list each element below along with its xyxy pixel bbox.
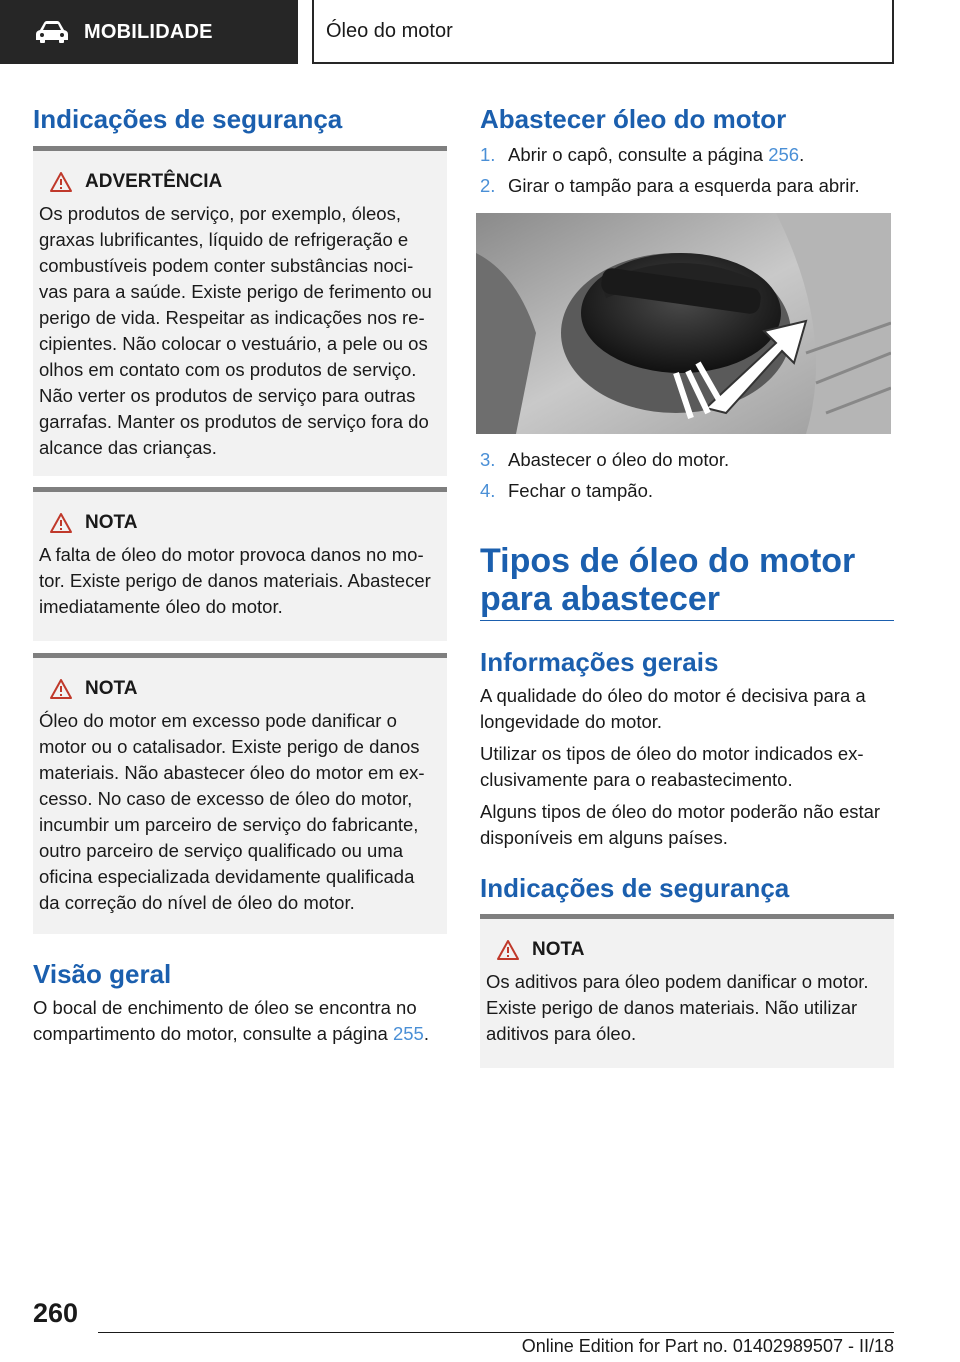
note-text (39, 542, 441, 620)
step-number: 3. (480, 449, 496, 470)
section-tab[interactable] (0, 0, 298, 64)
page-header (312, 0, 894, 64)
general-paragraphs (480, 683, 894, 851)
step-number: 2. (480, 175, 496, 196)
note-title-row (496, 939, 888, 961)
general-line: Utilizar os tipos de óleo do motor indicados ex- (480, 743, 864, 764)
note-text (486, 969, 888, 1047)
overview-line: O bocal de enchimento de óleo se encontra no (33, 997, 417, 1018)
overview-text: compartimento do motor, consulte a página (33, 1023, 393, 1044)
warning-line: alcance das crianças. (39, 437, 217, 458)
note-line: oficina especializada devidamente qualificada (39, 866, 415, 887)
oil-types-heading-line: Tipos de óleo do motor (480, 542, 856, 580)
overview-paragraph (33, 995, 447, 1047)
note-line: aditivos para óleo. (486, 1023, 637, 1044)
warning-triangle-icon (49, 512, 73, 534)
general-line: Alguns tipos de óleo do motor poderão não estar (480, 801, 881, 822)
step-item (480, 478, 653, 504)
oil-cap-photo (476, 213, 891, 434)
safety-heading-right: Indicações de segurança (480, 873, 790, 903)
step-text: Girar o tampão para a esquerda para abrir. (508, 175, 860, 196)
overview-line (33, 1021, 447, 1047)
safety-heading-left: Indicações de segurança (33, 104, 343, 134)
warning-title-row (49, 171, 441, 193)
page-number: 260 (33, 1298, 79, 1328)
step-item (480, 173, 860, 199)
note-line: Óleo do motor em excesso pode danificar o (39, 710, 397, 731)
warning-line: perigo de vida. Respeitar as indicações nos re- (39, 307, 425, 328)
warning-line: Os produtos de serviço, por exemplo, óleos, (39, 203, 401, 224)
note-line: imediatamente óleo do motor. (39, 596, 283, 617)
warning-triangle-icon (496, 939, 520, 961)
note-line: materiais. Não abastecer óleo do motor em ex- (39, 762, 425, 783)
warning-triangle-icon (49, 171, 73, 193)
section-name: MOBILIDADE (84, 20, 213, 43)
edition-info: Online Edition for Part no. 01402989507 - II/18 (521, 1336, 894, 1356)
heading-rule (480, 620, 894, 621)
overview-end: . (423, 1023, 429, 1044)
note-line: incumbir um parceiro de serviço do fabricante, (39, 814, 419, 835)
general-line: clusivamente para o reabastecimento. (480, 769, 793, 790)
note-line: da correção do nível de óleo do motor. (39, 892, 355, 913)
step-text: Fechar o tampão. (508, 480, 653, 501)
step-end: . (799, 144, 805, 165)
page-link-255[interactable]: 255 (392, 1023, 424, 1044)
warning-box (33, 146, 447, 476)
note-title: NOTA (85, 512, 138, 533)
oil-types-heading-line: para abastecer (480, 580, 721, 618)
warning-title: ADVERTÊNCIA (85, 171, 223, 192)
note-title-row (49, 512, 441, 534)
warning-line: graxas lubrificantes, líquido de refrigeração e (39, 229, 409, 250)
warning-line: cipientes. Não colocar o vestuário, a pele ou os (39, 333, 428, 354)
general-line: A qualidade do óleo do motor é decisiva para a (480, 685, 866, 706)
note-line: motor ou o catalisador. Existe perigo de danos (39, 736, 420, 757)
fill-oil-heading: Abastecer óleo do motor (480, 104, 787, 134)
step-text: Abastecer o óleo do motor. (508, 449, 730, 470)
note-line: cesso. No caso de excesso de óleo do motor, (39, 788, 413, 809)
page-title: Óleo do motor (326, 19, 453, 42)
note-title: NOTA (532, 939, 585, 960)
step-text: Abrir o capô, consulte a página (508, 144, 769, 165)
footer-rule (98, 1332, 894, 1333)
page-link-256[interactable]: 256 (768, 144, 800, 165)
warning-line: Não verter os produtos de serviço para outras (39, 385, 416, 406)
warning-line: vas para a saúde. Existe perigo de ferimento ou (39, 281, 432, 302)
overview-heading: Visão geral (33, 959, 172, 989)
warning-line: combustíveis podem conter substâncias noci- (39, 255, 414, 276)
note-box-3 (480, 914, 894, 1068)
note-line: Os aditivos para óleo podem danificar o motor. (486, 971, 869, 992)
warning-triangle-icon (49, 678, 73, 700)
note-line: outro parceiro de serviço qualificado ou uma (39, 840, 404, 861)
note-line: Existe perigo de danos materiais. Não utilizar (486, 997, 858, 1018)
note-line: A falta de óleo do motor provoca danos no mo- (39, 544, 424, 565)
oil-types-heading (480, 542, 894, 618)
warning-line: garrafas. Manter os produtos de serviço fora do (39, 411, 429, 432)
note-box-1 (33, 487, 447, 641)
note-text (39, 708, 441, 916)
general-line: longevidade do motor. (480, 711, 663, 732)
warning-line: olhos em contato com os produtos de serviço. (39, 359, 417, 380)
general-line: disponíveis em alguns países. (480, 827, 728, 848)
note-title: NOTA (85, 678, 138, 699)
step-number: 1. (480, 144, 496, 165)
note-title-row (49, 678, 441, 700)
warning-text (39, 201, 441, 461)
step-item (480, 142, 804, 168)
step-number: 4. (480, 480, 496, 501)
note-line: tor. Existe perigo de danos materiais. Abastecer (39, 570, 431, 591)
general-info-heading: Informações gerais (480, 647, 719, 677)
note-box-2 (33, 653, 447, 934)
car-icon (34, 20, 70, 44)
step-item (480, 447, 729, 473)
